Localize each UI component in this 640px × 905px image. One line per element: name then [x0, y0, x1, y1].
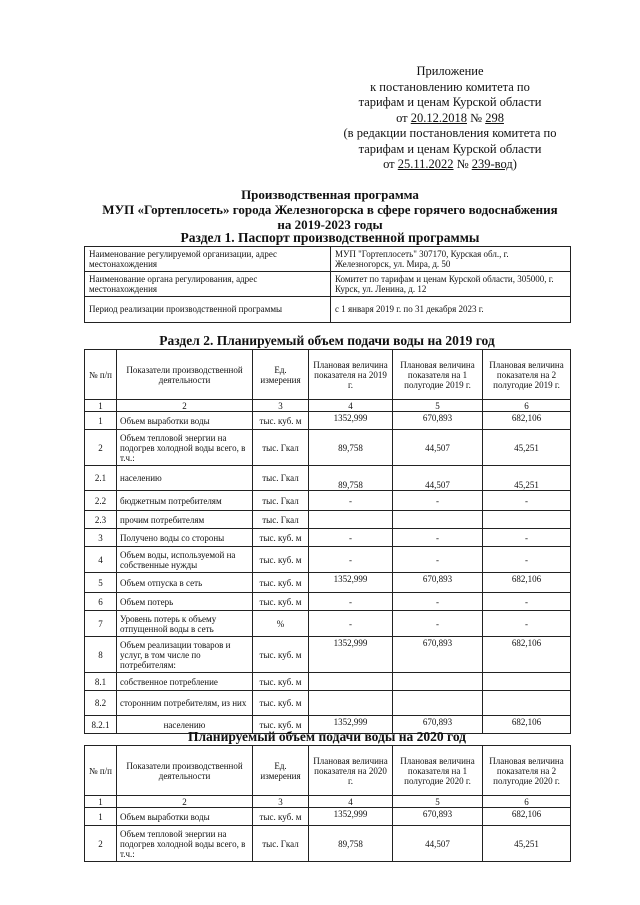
table-row: 8.2 сторонним потребителям, из них тыс. куб. м [85, 691, 571, 716]
table-row: 2 Объем тепловой энергии на подогрев холодной воды всего, в т.ч.: тыс. Гкал 89,758 44,507 45,251 [85, 430, 571, 466]
table-row: 8.1 собственное потребление тыс. куб. м [85, 673, 571, 691]
table-row: 2 Объем тепловой энергии на подогрев холодной воды всего, в т.ч.: тыс. Гкал 89,758 44,507 45,251 [85, 826, 571, 862]
table-row: 1 Объем выработки воды тыс. куб. м 1352,999 670,893 682,106 [85, 808, 571, 826]
col-header: № п/п [85, 350, 117, 400]
table-row: 5 Объем отпуска в сеть тыс. куб. м 1352,999 670,893 682,106 [85, 573, 571, 593]
col-header: Показатели производственной деятельности [117, 350, 253, 400]
table-row: 4 Объем воды, используемой на собственные нужды тыс. куб. м - - - [85, 547, 571, 573]
appendix-line: тарифам и ценам Курской области [358, 95, 542, 109]
section1-heading: Раздел 1. Паспорт производственной программы [180, 230, 480, 245]
appendix-line: от 25.11.2022 № 239-вод) [383, 157, 517, 171]
col-header: Ед. измерения [253, 350, 309, 400]
section3-heading: Планируемый объем подачи воды на 2020 год [187, 729, 467, 744]
passport-label: Наименование органа регулирования, адрес местонахождения [85, 272, 331, 297]
appendix-line: (в редакции постановления комитета по [343, 126, 557, 140]
table-row: 2.1 населению тыс. Гкал 89,758 44,507 45,251 [85, 466, 571, 491]
table-row: 2.3 прочим потребителям тыс. Гкал [85, 511, 571, 529]
section2-heading: Раздел 2. Планируемый объем подачи воды на 2019 год [159, 333, 495, 348]
col-header: Показатели производственной деятельности [117, 746, 253, 796]
table-row: 2.2 бюджетным потребителям тыс. Гкал - - - [85, 491, 571, 511]
passport-value: МУП "Гортеплосеть" 307170, Курская обл., г. Железногорск, ул. Мира, д. 50 [331, 247, 571, 272]
table-row: 1 Объем выработки воды тыс. куб. м 1352,999 670,893 682,106 [85, 412, 571, 430]
volume-table-2020 [84, 745, 571, 862]
appendix-block [330, 64, 570, 173]
passport-value: Комитет по тарифам и ценам Курской области, 305000, г. Курск, ул. Ленина, д. 12 [331, 272, 571, 297]
appendix-line: от 20.12.2018 № 298 [396, 110, 504, 125]
col-number-row: 1 2 3 4 5 6 [85, 400, 571, 412]
col-header: Плановая величина показателя на 2020 г. [309, 746, 393, 796]
header-row [85, 350, 571, 400]
passport-row [85, 272, 571, 297]
passport-row [85, 297, 571, 323]
col-number-row: 1 2 3 4 5 6 [85, 796, 571, 808]
passport-value: с 1 января 2019 г. по 31 декабря 2023 г. [331, 297, 571, 323]
table-row: 3 Получено воды со стороны тыс. куб. м - - - [85, 529, 571, 547]
passport-table [84, 246, 571, 323]
appendix-line: Приложение [416, 64, 484, 78]
passport-label: Период реализации производственной программы [85, 297, 331, 323]
col-header: Ед. измерения [253, 746, 309, 796]
table-row: 6 Объем потерь тыс. куб. м - - - [85, 593, 571, 611]
table-row: 8 Объем реализации товаров и услуг, в том числе по потребителям: тыс. куб. м 1352,999 670,893 682,106 [85, 637, 571, 673]
col-header: Плановая величина показателя на 1 полугодие 2019 г. [393, 350, 483, 400]
passport-row [85, 247, 571, 272]
table-row: 7 Уровень потерь к объему отпущенной воды в сеть % - - - [85, 611, 571, 637]
col-header: Плановая величина показателя на 1 полугодие 2020 г. [393, 746, 483, 796]
col-header: Плановая величина показателя на 2 полугодие 2019 г. [483, 350, 571, 400]
passport-label: Наименование регулируемой организации, адрес местонахождения [85, 247, 331, 272]
appendix-line: к постановлению комитета по [370, 79, 530, 94]
header-row [85, 746, 571, 796]
table-row: 8.2.1 населению тыс. куб. м 1352,999 670,893 682,106 [85, 716, 571, 734]
col-header: Плановая величина показателя на 2019 г. [309, 350, 393, 400]
col-header: № п/п [85, 746, 117, 796]
document-title: Производственная программа МУП «Гортеплосеть» города Железногорска в сфере горячего водоснабжения на 2019-2023 годы [102, 187, 558, 232]
volume-table-2019 [84, 349, 571, 734]
appendix-line: тарифам и ценам Курской области [358, 141, 542, 156]
col-header: Плановая величина показателя на 2 полугодие 2020 г. [483, 746, 571, 796]
